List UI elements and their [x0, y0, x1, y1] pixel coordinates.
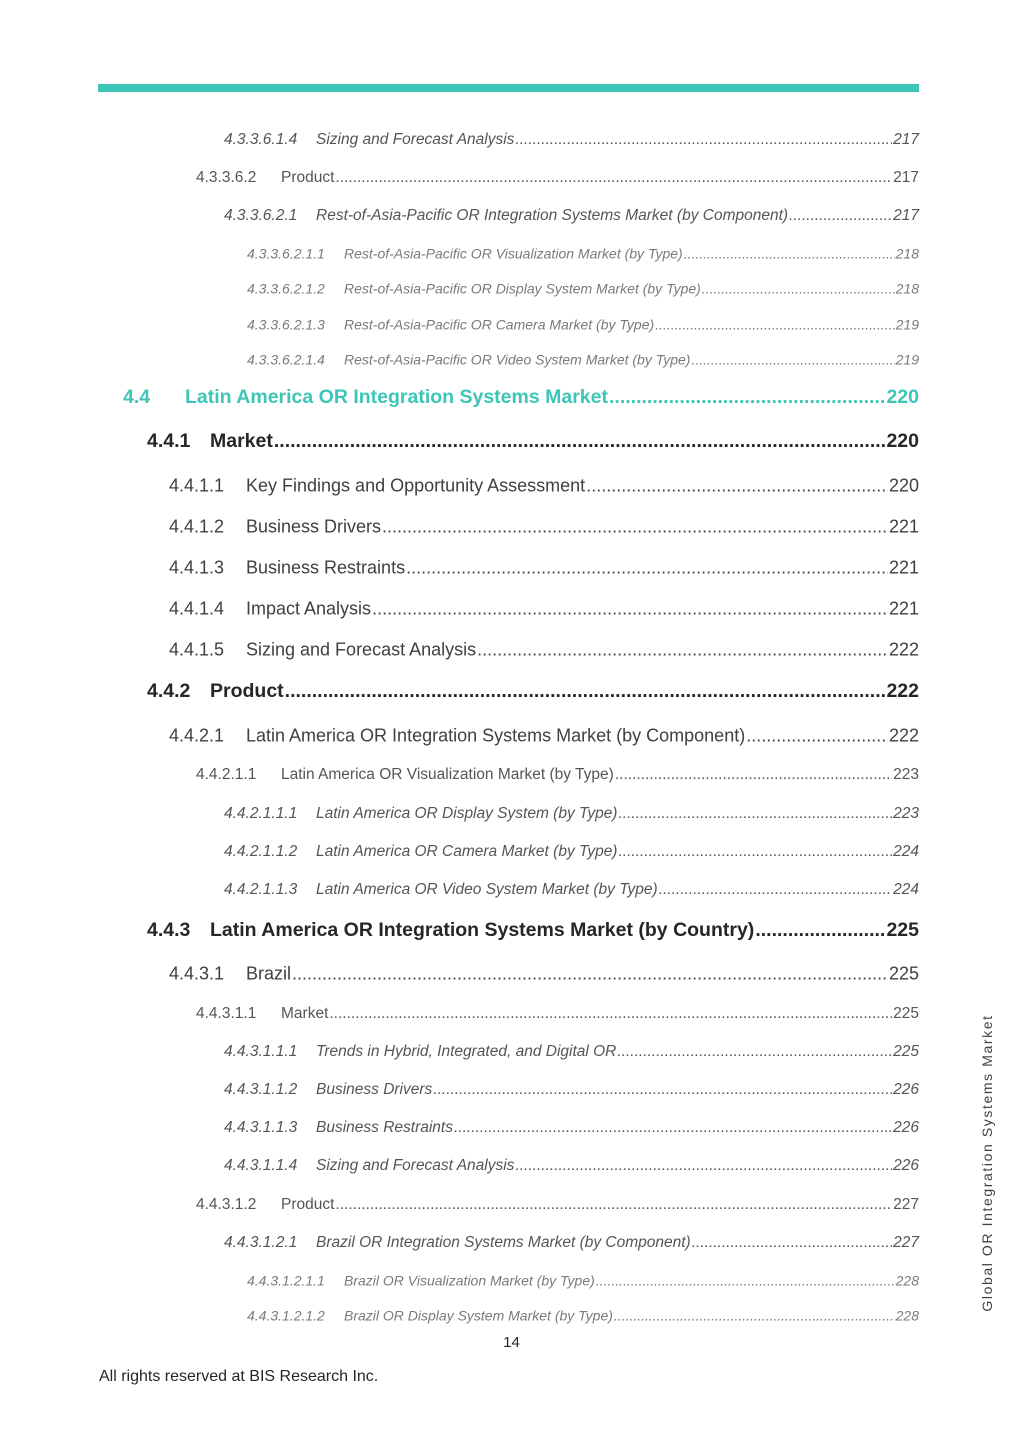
toc-entry-subsection[interactable]: 4.4.2 Product ..... 222 — [147, 680, 919, 703]
toc-entry[interactable]: 4.4.2.1.1.3 Latin America OR Video System Market (by Type) ..... 224 — [224, 881, 919, 899]
toc-entry[interactable]: 4.4.3.1.1.1 Trends in Hybrid, Integrated, and Digital OR ..... 225 — [224, 1043, 919, 1061]
toc-entry[interactable]: 4.4.2.1 Latin America OR Integration Systems Market (by Component) ..... 222 — [169, 725, 919, 746]
toc-entry[interactable]: 4.4.3.1.2.1 Brazil OR Integration Systems Market (by Component) ..... 227 — [224, 1234, 919, 1252]
toc-entry-subsection[interactable]: 4.4.1 Market ..... 220 — [147, 430, 919, 453]
toc-entry[interactable]: 4.3.3.6.2.1.1 Rest-of-Asia-Pacific OR Visualization Market (by Type) ..... 218 — [247, 245, 919, 261]
toc-entry[interactable]: 4.3.3.6.2 Product ..... 217 — [196, 169, 919, 187]
toc-entry-section[interactable]: 4.4 Latin America OR Integration Systems Market ..... 220 — [123, 386, 919, 409]
toc-entry[interactable]: 4.3.3.6.2.1.4 Rest-of-Asia-Pacific OR Video System Market (by Type) ..... 219 — [247, 351, 919, 367]
toc-entry[interactable]: 4.4.2.1.1 Latin America OR Visualization Market (by Type) ..... 223 — [196, 766, 919, 784]
page-number: 14 — [503, 1334, 520, 1351]
toc-entry[interactable]: 4.4.1.1 Key Findings and Opportunity Assessment ..... 220 — [169, 475, 919, 496]
toc-entry[interactable]: 4.4.2.1.1.1 Latin America OR Display System (by Type) ..... 223 — [224, 805, 919, 823]
toc-entry[interactable]: 4.4.3.1.2.1.1 Brazil OR Visualization Market (by Type) ..... 228 — [247, 1272, 919, 1288]
toc-entry[interactable]: 4.3.3.6.1.4 Sizing and Forecast Analysis ..... 217 — [224, 131, 919, 149]
toc-entry[interactable]: 4.4.3.1.2.1.2 Brazil OR Display System Market (by Type) ..... 228 — [247, 1307, 919, 1323]
toc-entry[interactable]: 4.4.3.1 Brazil ..... 225 — [169, 963, 919, 984]
toc-entry[interactable]: 4.4.3.1.1.2 Business Drivers ..... 226 — [224, 1081, 919, 1099]
toc-entry[interactable]: 4.4.3.1.1 Market ..... 225 — [196, 1005, 919, 1023]
toc-entry-subsection[interactable]: 4.4.3 Latin America OR Integration Systems Market (by Country) ..... 225 — [147, 919, 919, 942]
toc-entry[interactable]: 4.4.3.1.1.4 Sizing and Forecast Analysis ..... 226 — [224, 1157, 919, 1175]
footer-copyright: All rights reserved at BIS Research Inc. — [99, 1368, 379, 1385]
toc-entry[interactable]: 4.4.1.4 Impact Analysis ..... 221 — [169, 598, 919, 619]
toc-entry[interactable]: 4.3.3.6.2.1.3 Rest-of-Asia-Pacific OR Camera Market (by Type) ..... 219 — [247, 316, 919, 332]
toc-entry[interactable]: 4.4.3.1.1.3 Business Restraints ..... 226 — [224, 1119, 919, 1137]
toc-entry[interactable]: 4.4.2.1.1.2 Latin America OR Camera Market (by Type) ..... 224 — [224, 843, 919, 861]
toc-entry[interactable]: 4.3.3.6.2.1.2 Rest-of-Asia-Pacific OR Display System Market (by Type) ..... 218 — [247, 280, 919, 296]
toc-entry[interactable]: 4.4.1.2 Business Drivers ..... 221 — [169, 516, 919, 537]
header-accent-bar — [98, 84, 919, 92]
toc-entry[interactable]: 4.4.1.5 Sizing and Forecast Analysis ..... 222 — [169, 639, 919, 660]
toc-entry[interactable]: 4.4.1.3 Business Restraints ..... 221 — [169, 557, 919, 578]
toc-entry[interactable]: 4.3.3.6.2.1 Rest-of-Asia-Pacific OR Integration Systems Market (by Component) ..... 217 — [224, 207, 919, 225]
toc-entry[interactable]: 4.4.3.1.2 Product ..... 227 — [196, 1196, 919, 1214]
